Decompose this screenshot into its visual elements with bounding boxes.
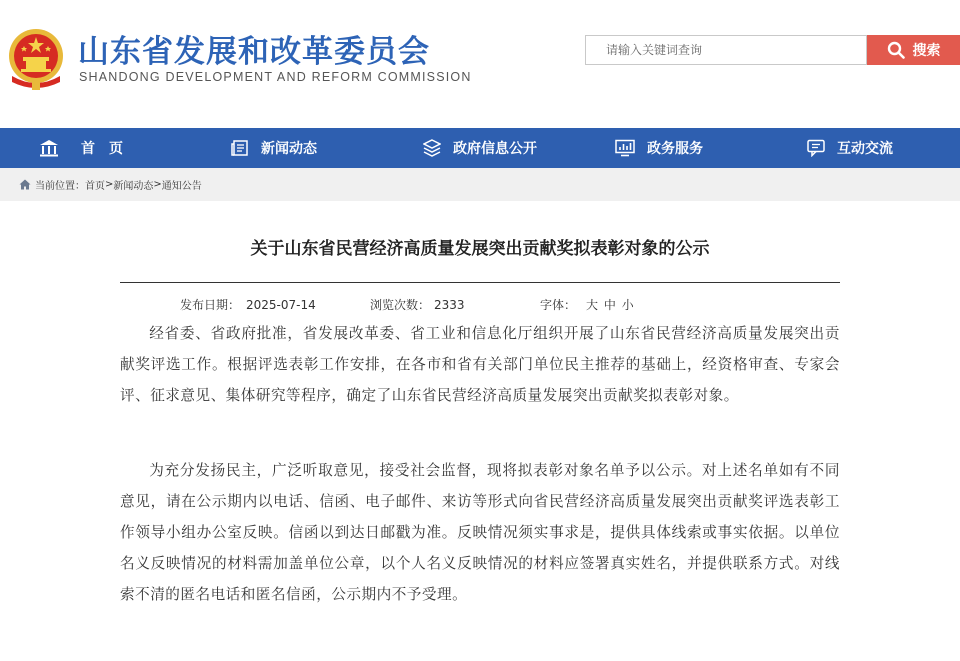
news-icon — [231, 139, 249, 157]
article-paragraph: 为充分发扬民主，广泛听取意见，接受社会监督，现将拟表彰对象名单予以公示。对上述名单如有不同意见，请在公示期内以电话、信函、电子邮件、来访等形式向省民营经济高质量发展突出贡献奖评选表彰工作领导小组办公室反映。信函以到达日邮戳为准。反映情况须实事求是，提供具体线索或事实依据。以单位名义反映情况的材料需加盖单位公章，以个人名义反映情况的材料应签署真实姓名，并提供联系方式。对线索不清的匿名电话和匿名信函，公示期内不予受理。 — [120, 462, 840, 603]
font-size-small[interactable]: 小 — [621, 298, 634, 312]
site-header — [0, 0, 960, 128]
font-size-label: 字体： — [540, 298, 577, 312]
view-count — [370, 296, 465, 313]
site-subtitle: SHANDONG DEVELOPMENT AND REFORM COMMISSION — [79, 70, 472, 84]
nav-label-news: 新闻动态 — [261, 141, 317, 157]
breadcrumb-notices[interactable]: 通知公告 — [161, 181, 202, 192]
chat-icon — [807, 139, 825, 157]
breadcrumb-bar — [0, 168, 960, 201]
breadcrumb-separator: > — [105, 179, 114, 190]
nav-item-news[interactable] — [231, 128, 317, 168]
publish-date-value: 2025-07-14 — [246, 298, 316, 312]
nav-item-gov-info[interactable] — [423, 128, 537, 168]
search-button-label: 搜索 — [912, 43, 941, 59]
search-icon — [887, 41, 905, 59]
service-icon — [615, 139, 635, 157]
nav-label-services: 政务服务 — [647, 141, 703, 157]
title-divider — [120, 282, 840, 283]
article-paragraph: 经省委、省政府批准，省发展改革委、省工业和信息化厅组织开展了山东省民营经济高质量发展突出贡献奖评选工作。根据评选表彰工作安排，在各市和省有关部门单位民主推荐的基础上，经资格审查、专家会评、征求意见、集体研究等程序，确定了山东省民营经济高质量发展突出贡献奖拟表彰对象。 — [120, 325, 840, 404]
home-small-icon — [19, 179, 31, 190]
breadcrumb-separator: > — [153, 179, 162, 190]
national-emblem-icon[interactable] — [6, 24, 66, 92]
view-count-label: 浏览次数： — [370, 298, 431, 312]
breadcrumb-news[interactable]: 新闻动态 — [113, 181, 154, 192]
breadcrumb-prefix: 当前位置： — [35, 181, 85, 192]
breadcrumb-home[interactable]: 首页 — [85, 181, 105, 192]
font-size-control — [540, 296, 634, 313]
search-input[interactable] — [586, 36, 856, 64]
nav-item-services[interactable] — [615, 128, 703, 168]
nav-item-home[interactable] — [39, 128, 123, 168]
nav-label-interaction: 互动交流 — [837, 141, 893, 157]
font-size-large[interactable]: 大 — [586, 298, 599, 312]
nav-label-home: 首 页 — [81, 141, 123, 157]
article-title: 关于山东省民营经济高质量发展突出贡献奖拟表彰对象的公示 — [250, 239, 710, 259]
layers-icon — [423, 139, 441, 157]
view-count-value: 2333 — [434, 298, 465, 312]
nav-label-gov-info: 政府信息公开 — [453, 141, 537, 157]
publish-date — [180, 296, 316, 313]
search-box — [585, 35, 867, 65]
font-size-medium[interactable]: 中 — [603, 298, 616, 312]
publish-date-label: 发布日期： — [180, 298, 241, 312]
nav-item-interaction[interactable] — [807, 128, 893, 168]
site-title: 山东省发展和改革委员会 — [78, 34, 430, 70]
search-button[interactable] — [867, 35, 960, 65]
main-nav — [0, 128, 960, 168]
breadcrumb — [19, 168, 202, 201]
home-icon — [39, 139, 59, 157]
